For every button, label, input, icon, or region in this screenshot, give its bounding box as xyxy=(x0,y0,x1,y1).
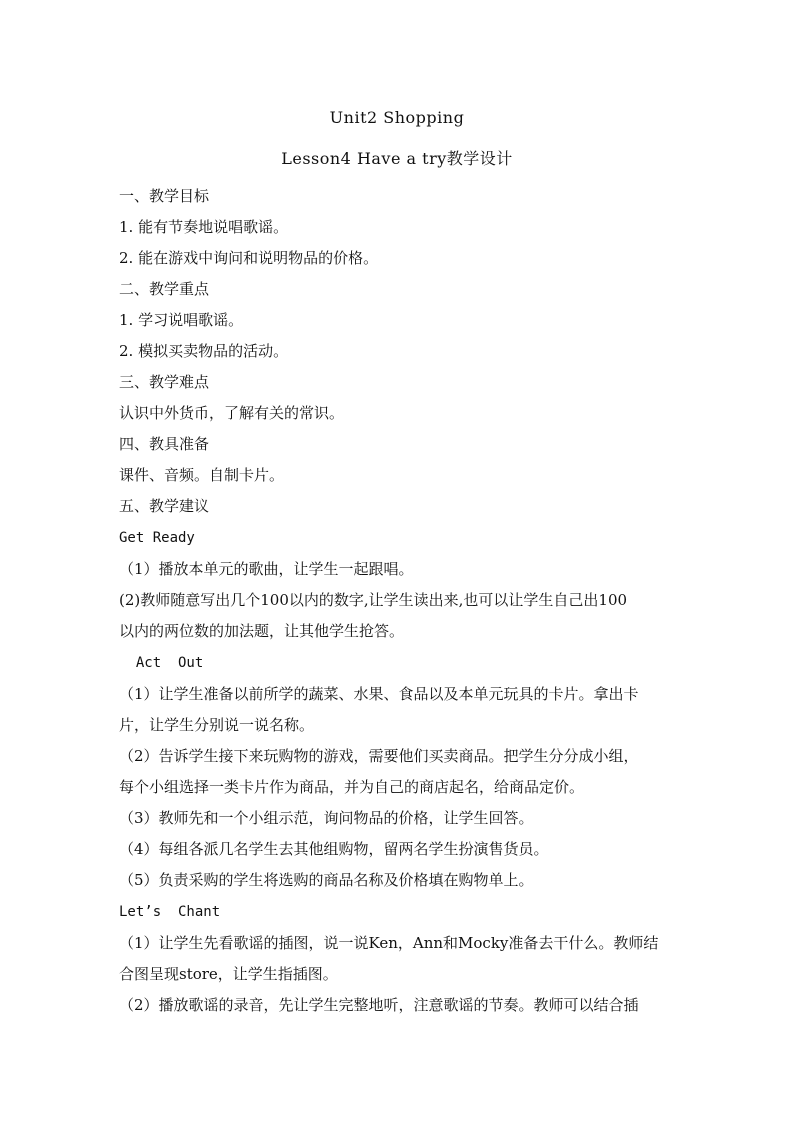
paragraph-line: （4）每组各派几名学生去其他组购物，留两名学生扮演售货员。 xyxy=(119,840,549,858)
lesson-title: Lesson4 Have a try教学设计 xyxy=(281,149,513,168)
paragraph-line: （1）让学生先看歌谣的插图，说一说Ken，Ann和Mocky准备去干什么。教师结 xyxy=(119,934,659,952)
paragraph-line: 认识中外货币，了解有关的常识。 xyxy=(119,404,345,422)
paragraph-line: （2）播放歌谣的录音，先让学生完整地听，注意歌谣的节奏。教师可以结合插 xyxy=(119,996,639,1014)
paragraph-line: （2）告诉学生接下来玩购物的游戏，需要他们买卖商品。把学生分分成小组， xyxy=(119,747,639,765)
heading-objectives: 一、教学目标 xyxy=(119,187,210,205)
paragraph-line: （1）让学生准备以前所学的蔬菜、水果、食品以及本单元玩具的卡片。拿出卡 xyxy=(119,685,639,703)
paragraph-line: （1）播放本单元的歌曲，让学生一起跟唱。 xyxy=(119,560,414,578)
paragraph-line: 课件、音频。自制卡片。 xyxy=(119,466,285,484)
section-act-out: Act Out xyxy=(119,655,204,671)
section-get-ready: Get Ready xyxy=(119,530,195,546)
paragraph-line: 片，让学生分别说一说名称。 xyxy=(119,716,315,734)
paragraph-line: (2)教师随意写出几个100以内的数字,让学生读出来,也可以让学生自己出100 xyxy=(119,591,628,609)
paragraph-line: （5）负责采购的学生将选购的商品名称及价格填在购物单上。 xyxy=(119,871,534,889)
paragraph-line: 2. 能在游戏中询问和说明物品的价格。 xyxy=(119,249,379,267)
paragraph-line: 每个小组选择一类卡片作为商品，并为自己的商店起名，给商品定价。 xyxy=(119,778,585,796)
paragraph-line: 以内的两位数的加法题，让其他学生抢答。 xyxy=(119,622,405,640)
heading-key-points: 二、教学重点 xyxy=(119,280,210,298)
heading-difficulties: 三、教学难点 xyxy=(119,373,210,391)
paragraph-line: 2. 模拟买卖物品的活动。 xyxy=(119,342,289,360)
unit-title: Unit2 Shopping xyxy=(329,108,465,127)
heading-suggestions: 五、教学建议 xyxy=(119,497,210,515)
paragraph-line: 1. 能有节奏地说唱歌谣。 xyxy=(119,218,289,236)
section-lets-chant: Let’s Chant xyxy=(119,904,221,920)
paragraph-line: 合图呈现store，让学生指插图。 xyxy=(119,965,338,983)
heading-materials: 四、教具准备 xyxy=(119,435,210,453)
paragraph-line: （3）教师先和一个小组示范，询问物品的价格，让学生回答。 xyxy=(119,809,534,827)
paragraph-line: 1. 学习说唱歌谣。 xyxy=(119,311,244,329)
